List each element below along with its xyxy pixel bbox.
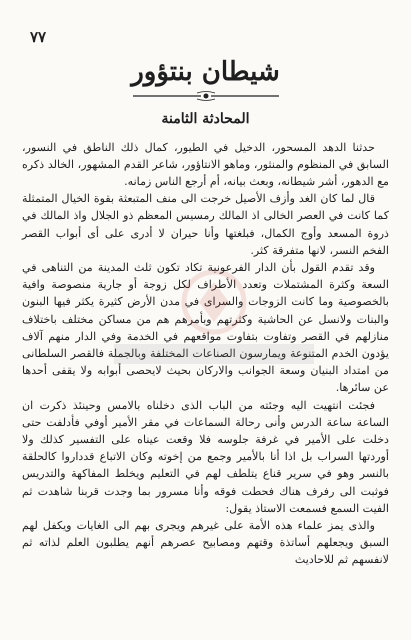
paragraph: قال لما كان الغد وأزف الأصيل خرجت الى منف المتبعثة بقوة الخيال المتمثلة كما كانت في العصر الخالى اذ المالك رمسيس المعظم ذو الجلال واذ المالك في ذروة المسعد وأوج الكمال، فبلغتها وأنا حيران لا أدرى على أى أبواب القصر الفخم النسر، لانها متفرقة كثر. [22, 192, 389, 257]
paragraph: فجئت انتهيت اليه وجئته من الباب الذى دخلناه بالامس وحينئذ ذكرت ان الساعة ساعة الدرس وأنى رحالة السماعات في مقر الأمير أوفي فأدلفت حتى دخلت على الأمير في غرفة جلوسه فلا وقعت عيناه على التفسير كذلك ولا أوردتها السراب بل اذا أنا بالأمير وجمع من إخوته وكان الاتباع قدداروا كالحلقة بالنسر وهو في سرير قناع يتلطف لهم في التعليم ويخلط المفاكهة والتدريس فوثبت الى رفرف هناك فحطت فوقه وأنا مسرور بما وجدت قربنا شاهدت ثم الفيت السمع فسمعت الاستاذ يقول: [22, 398, 389, 515]
paragraph: وقد تقدم القول بأن الدار الفرعونية تكاد تكون ثلث المدينة من التناهى في السعة وكثرة المشتملات وتعدد الأطراف لكل زوجة أو جارية منصوصة وافية بالخصوصية وما كانت الزوجات والسراى في مدن الأرض كثيرة يكثر فيها البنون والبنات ولانسل عن الحاشية وكثرتهم وبأمرهم هم من مساكن مختلف باختلاف منازلهم في القصر وتفاوت بتفاوت مواقعهم في الخدمة وفي الدار منهم آلاف يؤدون الخدم المتنوعة ويمارسون الصناعات المختلفة وبالجملة فالقصر السلطانى من امتداد البنيان وسعة الجوانب والاركان بحيث لايحصى أبوابه ولا يقفى أحدها عن سائرها. [22, 261, 389, 395]
title-ornament [131, 91, 281, 101]
body-text [22, 139, 389, 569]
section-subtitle: المحادثة الثامنة [161, 110, 250, 127]
paragraph: والذى يمز علماء هذه الأمة على غيرهم ويجرى بهم الى الغايات ويكفل لهم السبق ويجعلهم أساتذة وقتهم ومصابيح عصرهم أنهم يطلبون العلم لذاته ثم لانفسهم ثم للاحاديث [22, 519, 389, 567]
paragraph: حدثنا الدهد المسحور، الدخيل في الطيور، كمال ذلك الناطق في النسور، السابق في المنظوم والمنثور، وماهو الانتاؤور، شاعر القدم المشهور، الخالد ذكره مع الدهور، أشر شيطانه، وبعث بيانه، أم أرجع الناس زمانه. [22, 140, 389, 188]
page-number: ٧٧ [30, 28, 47, 46]
chapter-title: شيطان بنتؤور [131, 57, 280, 87]
